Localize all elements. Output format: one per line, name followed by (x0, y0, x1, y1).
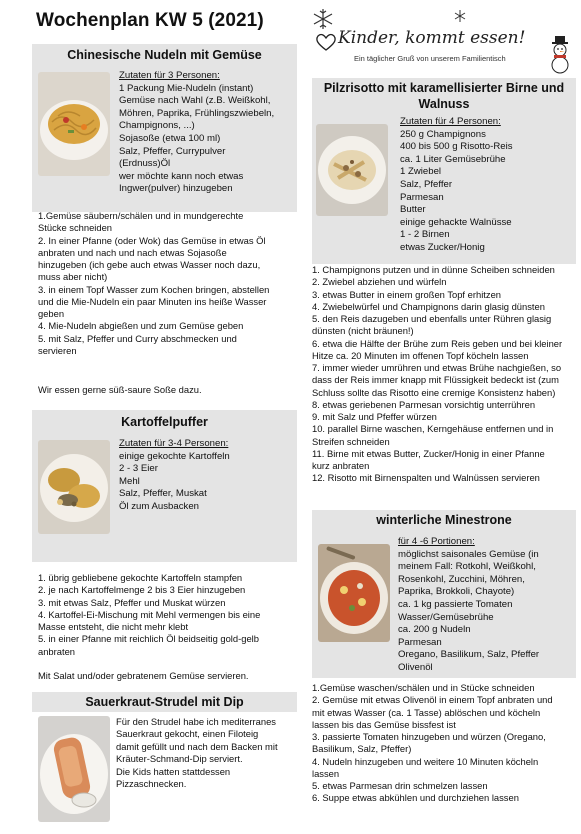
step-line: servieren (38, 344, 77, 356)
risotto-photo (316, 124, 388, 216)
strudel-title: Sauerkraut-Strudel mit Dip (85, 695, 244, 709)
risotto-title-line2: Walnuss (418, 97, 470, 111)
step-line: 5. in einer Pfanne mit reichlich Öl beidseitig gold-gelb (38, 633, 259, 645)
risotto-title-line1: Pilzrisotto mit karamellisierter Birne und (323, 81, 565, 95)
minestrone-ingredients (398, 536, 539, 675)
step-line: Hitze ca. 20 Minuten im offenen Topf köcheln lassen (312, 349, 529, 361)
step-line: anbraten (38, 645, 76, 657)
step-line: Stücke schneiden (38, 222, 113, 234)
step-line: dünsten (nicht bräunen!) (312, 325, 414, 337)
ingredient-line: Paprika, Brokkoli, Chayote) (398, 586, 515, 598)
ingredient-line: Oregano, Basilikum, Salz, Pfeffer (398, 649, 540, 661)
step-line: 4. Mie-Nudeln abgießen und zum Gemüse geben (38, 320, 244, 332)
logo-tagline: Ein täglicher Gruß von unserem Familientisch (354, 54, 506, 63)
step-line: 6. Suppe etwas abkühlen und durchziehen lassen (312, 792, 519, 804)
step-line: und die Mie-Nudeln ein paar Minuten ins heiße Wasser (38, 295, 267, 307)
heart-icon (314, 32, 338, 52)
snowman-icon (546, 34, 574, 74)
nudeln-title: Chinesische Nudeln mit Gemüse (67, 48, 262, 62)
step-line: 1.Gemüse säubern/schälen und in mundgerechte (38, 210, 244, 221)
step-line: 1.Gemüse waschen/schälen und in Stücke schneiden (312, 682, 535, 693)
strudel-line: damit gefüllt und nach dem Backen mit (116, 740, 278, 752)
ingredients-header: für 4 -6 Portionen: (398, 536, 475, 547)
strudel-line: Pizzaschnecken. (116, 778, 187, 790)
ingredient-line: Rosenkohl, Zucchini, Möhren, (398, 573, 525, 585)
strudel-line: Kräuter-Schmand-Dip serviert. (116, 753, 243, 765)
step-line: Basilikum, Salz, Pfeffer) (312, 743, 412, 755)
risotto-card (312, 78, 576, 264)
step-line: 4. Kartoffel-Ei-Mischung mit Mehl vermengen bis eine (38, 608, 261, 620)
nudeln-photo (38, 72, 110, 176)
ingredient-line: meinem Fall: Rotkohl, Weißkohl, (398, 561, 536, 573)
step-line: 3. etwas Butter in einem großen Topf erhitzen (312, 288, 501, 300)
ingredient-line: (Erdnuss)Öl (119, 158, 171, 170)
ingredient-line: Mehl (119, 475, 140, 487)
ingredient-line: möglichst saisonales Gemüse (in (398, 548, 539, 560)
step-line: 11. Birne mit etwas Butter, Zucker/Honig in einer Pfanne (312, 447, 545, 459)
ingredient-line: einige gekochte Kartoffeln (119, 450, 230, 462)
step-line: 7. immer wieder umrühren und etwas Brühe nachgießen, so (312, 362, 562, 373)
ingredient-line: 250 g Champignons (400, 128, 486, 140)
ingredient-line: etwas Zucker/Honig (400, 241, 485, 253)
ingredient-line: Ingwer(pulver) hinzugeben (119, 183, 233, 195)
step-line: 5. etwas Parmesan drin schmelzen lassen (312, 780, 488, 791)
minestrone-title: winterliche Minestrone (376, 513, 512, 527)
step-line: 1. Champignons putzen und in dünne Scheiben schneiden (312, 264, 555, 275)
strudel-title-bar (32, 692, 297, 712)
ingredient-line: Salz, Pfeffer, Muskat (119, 488, 207, 500)
logo-text: Kinder, kommt essen! (338, 28, 526, 48)
nudeln-ingredients (119, 70, 274, 196)
ingredient-line: Sojasoße (etwa 100 ml) (119, 132, 221, 144)
page-title: Wochenplan KW 5 (2021) (36, 10, 264, 31)
step-line: 4. Nudeln hinzugeben und weitere 10 Minuten köcheln (312, 755, 539, 767)
step-line: 3. in einem Topf Wasser zum Kochen bringen, abstellen (38, 283, 270, 295)
ingredient-line: 1 Zwiebel (400, 166, 442, 178)
ingredient-line: 1 Packung Mie-Nudeln (instant) (119, 82, 254, 94)
brand-logo (308, 6, 578, 74)
ingredient-line: Salz, Pfeffer, Currypulver (119, 145, 226, 157)
risotto-ingredients (400, 116, 513, 255)
puffer-photo (38, 440, 110, 534)
strudel-line: Für den Strudel habe ich mediterranes (116, 716, 276, 727)
step-line: kurz anbraten (312, 460, 370, 471)
ingredient-line: wer möchte kann noch etwas (119, 170, 244, 182)
step-line: 2. Gemüse mit etwas Olivenöl in einem Topf anbraten und (312, 694, 553, 706)
strudel-text (116, 716, 278, 790)
step-line: anbraten und nach und nach etwas Sojasoße (38, 246, 227, 258)
step-line: 2. In einer Pfanne (oder Wok) das Gemüse in etwas Öl (38, 234, 266, 246)
ingredient-line: ca. 200 g Nudeln (398, 624, 471, 636)
step-line: dass der Reis immer knapp mit Flüssigkeit bedeckt ist (zum (312, 374, 559, 386)
step-line: 3. mit etwas Salz, Pfeffer und Muskat würzen (38, 596, 226, 608)
step-line: 2. Zwiebel abziehen und würfeln (312, 276, 447, 288)
ingredients-header: Zutaten für 3-4 Personen: (119, 438, 229, 449)
minestrone-steps (312, 682, 580, 805)
strudel-line: Die Kids hatten stattdessen (116, 765, 231, 777)
ingredient-line: 1 - 2 Birnen (400, 229, 450, 241)
step-line: 5. den Reis dazugeben und ebenfalls unter Rühren glasig (312, 313, 552, 324)
ingredient-line: Butter (400, 204, 426, 216)
strudel-line: Sauerkraut gekocht, einen Filoteig (116, 728, 259, 740)
ingredient-line: ca. 1 Liter Gemüsebrühe (400, 153, 506, 165)
ingredients-header: Zutaten für 3 Personen: (119, 70, 220, 81)
ingredient-line: Öl zum Ausbacken (119, 500, 199, 512)
ingredient-line: 2 - 3 Eier (119, 463, 158, 475)
puffer-ingredients (119, 438, 230, 514)
step-line: 1. übrig gebliebene gekochte Kartoffeln stampfen (38, 572, 243, 583)
step-line: lassen (312, 767, 340, 779)
risotto-steps (312, 264, 580, 485)
puffer-note: Mit Salat und/oder gebratenem Gemüse servieren. (38, 670, 249, 681)
step-line: 9. mit Salz und Pfeffer würzen (312, 411, 437, 422)
ingredient-line: Champignons, ...) (119, 120, 195, 132)
ingredient-line: Olivenöl (398, 661, 433, 673)
minestrone-photo (318, 544, 390, 642)
snowflake-icon (312, 8, 334, 30)
step-line: Masse entsteht, die nicht mehr klebt (38, 621, 189, 632)
step-line: 12. Risotto mit Birnenspalten und Walnüssen servieren (312, 472, 540, 484)
ingredient-line: Parmesan (398, 636, 442, 648)
step-line: lassen bis das Gemüse bissfest ist (312, 718, 456, 730)
nudeln-steps (38, 210, 300, 357)
snowflake-icon (454, 10, 466, 22)
step-line: 8. etwas geriebenen Parmesan vorsichtig unterrühren (312, 398, 536, 410)
step-line: 5. mit Salz, Pfeffer und Curry abschmecken und (38, 332, 237, 344)
minestrone-card (312, 510, 576, 678)
step-line: Streifen schneiden (312, 435, 390, 447)
ingredient-line: Parmesan (400, 191, 444, 203)
puffer-title: Kartoffelpuffer (121, 415, 208, 429)
step-line: 6. etwa die Hälfte der Brühe zum Reis geben und bei kleiner (312, 337, 563, 349)
puffer-card (32, 410, 297, 562)
step-line: geben (38, 308, 65, 319)
ingredient-line: Gemüse nach Wahl (z.B. Weißkohl, (119, 95, 271, 107)
strudel-photo (38, 716, 110, 822)
ingredient-line: ca. 1 kg passierte Tomaten (398, 598, 513, 610)
nudeln-note: Wir essen gerne süß-saure Soße dazu. (38, 384, 202, 395)
step-line: hinzugeben (ich gebe auch etwas Wasser noch dazu, (38, 259, 261, 270)
ingredient-line: Salz, Pfeffer (400, 178, 453, 190)
ingredient-line: 400 bis 500 g Risotto-Reis (400, 141, 513, 153)
ingredient-line: Möhren, Paprika, Frühlingszwiebeln, (119, 107, 275, 119)
step-line: 10. parallel Birne waschen, Kerngehäuse entfernen und in (312, 423, 554, 435)
step-line: Schluss sollte das Risotto eine cremige Konsistenz haben) (312, 386, 556, 398)
step-line: 4. Zwiebelwürfel und Champignons darin glasig dünsten (312, 300, 545, 312)
step-line: mit etwas Wasser (ca. 1 Tasse) ablöschen und köcheln (312, 706, 541, 718)
ingredients-header: Zutaten für 4 Personen: (400, 116, 501, 127)
step-line: 3. passierte Tomaten hinzugeben und würzen (Oregano, (312, 731, 546, 742)
step-line: 2. je nach Kartoffelmenge 2 bis 3 Eier hinzugeben (38, 584, 246, 596)
puffer-steps (38, 572, 300, 658)
ingredient-line: einige gehackte Walnüsse (400, 216, 512, 228)
step-line: muss aber nicht) (38, 271, 108, 283)
ingredient-line: Wasser/Gemüsebrühe (398, 611, 494, 623)
nudeln-card (32, 44, 297, 212)
